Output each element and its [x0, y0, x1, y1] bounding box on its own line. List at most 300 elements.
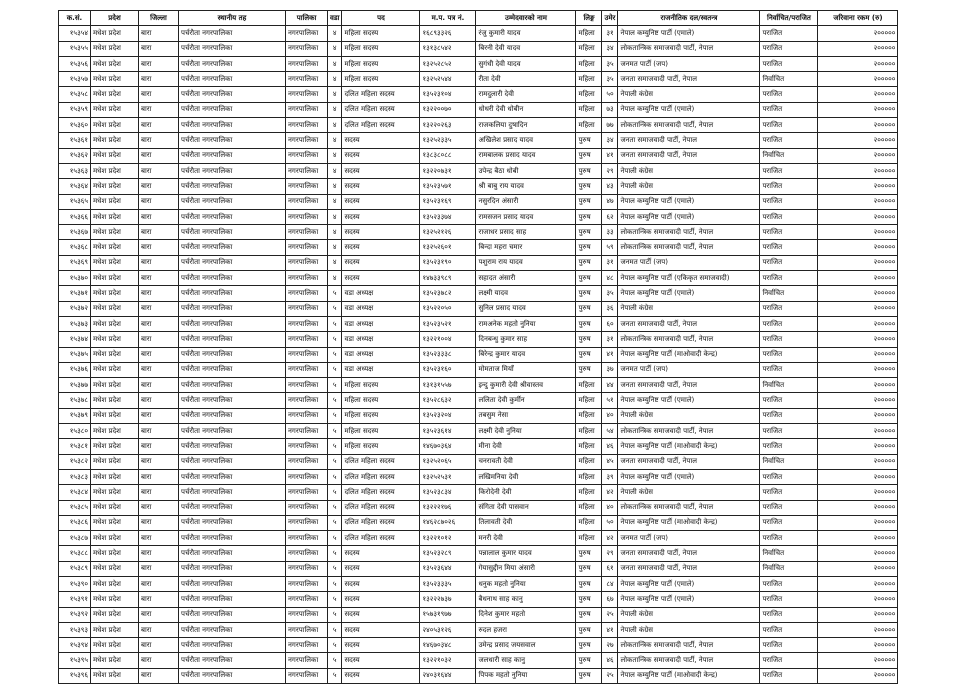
cell-ward: ५ — [328, 561, 342, 576]
cell-sn: १५३८६ — [59, 515, 91, 530]
cell-party: जनता समाजवादी पार्टी, नेपाल — [618, 546, 760, 561]
cell-local-level: पर्चरौता नगरपालिका — [179, 41, 286, 56]
cell-district: बारा — [139, 240, 179, 255]
cell-ward: ४ — [328, 72, 342, 87]
cell-sn: १५३७७ — [59, 378, 91, 393]
cell-party: जनता समाजवादी पार्टी, नेपाल — [618, 378, 760, 393]
table-row — [59, 87, 898, 102]
cell-post: सदस्य — [342, 653, 420, 668]
cell-nomination-no: १३२५२१२६ — [420, 225, 476, 240]
cell-post: दलित महिला सदस्य — [342, 469, 420, 484]
cell-nomination-no: १३२५२०६५ — [420, 454, 476, 469]
cell-post: महिला सदस्य — [342, 26, 420, 41]
cell-district: बारा — [139, 393, 179, 408]
cell-palika-type: नगरपालिका — [286, 561, 328, 576]
cell-fine-amount: २००००० — [818, 469, 898, 484]
table-row — [59, 622, 898, 637]
cell-age: ४३ — [602, 179, 618, 194]
cell-fine-amount: २००००० — [818, 531, 898, 546]
cell-post: वडा अध्यक्ष — [342, 332, 420, 347]
cell-fine-amount: २००००० — [818, 163, 898, 178]
cell-local-level: पर्चरौता नगरपालिका — [179, 87, 286, 102]
cell-province: मधेश प्रदेश — [91, 485, 139, 500]
cell-district: बारा — [139, 561, 179, 576]
cell-candidate-name: लक्ष्मी यादव — [476, 286, 576, 301]
cell-post: दलित महिला सदस्य — [342, 485, 420, 500]
cell-palika-type: नगरपालिका — [286, 638, 328, 653]
cell-province: मधेश प्रदेश — [91, 454, 139, 469]
cell-ward: ४ — [328, 271, 342, 286]
cell-age: ४६ — [602, 653, 618, 668]
cell-palika-type: नगरपालिका — [286, 102, 328, 117]
cell-ward: ४ — [328, 163, 342, 178]
candidate-table — [58, 10, 898, 684]
cell-palika-type: नगरपालिका — [286, 485, 328, 500]
cell-gender: महिला — [576, 41, 602, 56]
cell-fine-amount: २००००० — [818, 668, 898, 683]
table-row — [59, 424, 898, 439]
cell-district: बारा — [139, 592, 179, 607]
cell-candidate-name: संगिता देवी पासवान — [476, 500, 576, 515]
cell-candidate-name: गेयासुद्दीन मिया अंसारी — [476, 561, 576, 576]
cell-result: पराजित — [760, 26, 818, 41]
cell-province: मधेश प्रदेश — [91, 87, 139, 102]
cell-local-level: पर्चरौता नगरपालिका — [179, 194, 286, 209]
cell-nomination-no: १३२५२५३१ — [420, 469, 476, 484]
cell-province: मधेश प्रदेश — [91, 622, 139, 637]
cell-post: सदस्य — [342, 163, 420, 178]
cell-fine-amount: २००००० — [818, 347, 898, 362]
cell-gender: पुरुष — [576, 347, 602, 362]
table-row — [59, 133, 898, 148]
table-row — [59, 638, 898, 653]
cell-party: लोकतान्त्रिक समाजवादी पार्टी, नेपाल — [618, 653, 760, 668]
cell-nomination-no: १३२२१०३२ — [420, 653, 476, 668]
cell-district: बारा — [139, 424, 179, 439]
cell-gender: महिला — [576, 72, 602, 87]
cell-post: महिला सदस्य — [342, 408, 420, 423]
cell-nomination-no: १४६७०३६४ — [420, 439, 476, 454]
cell-palika-type: नगरपालिका — [286, 209, 328, 224]
cell-palika-type: नगरपालिका — [286, 469, 328, 484]
cell-result: पराजित — [760, 469, 818, 484]
header-gender: लिङ्ग — [576, 11, 602, 26]
cell-local-level: पर्चरौता नगरपालिका — [179, 179, 286, 194]
cell-sn: १५३८२ — [59, 454, 91, 469]
cell-sn: १५३८३ — [59, 469, 91, 484]
cell-district: बारा — [139, 668, 179, 683]
cell-post: महिला सदस्य — [342, 424, 420, 439]
cell-district: बारा — [139, 271, 179, 286]
cell-nomination-no: १६८९३३२६ — [420, 26, 476, 41]
table-row — [59, 607, 898, 622]
cell-result: पराजित — [760, 424, 818, 439]
cell-district: बारा — [139, 316, 179, 331]
cell-local-level: पर्चरौता नगरपालिका — [179, 500, 286, 515]
table-row — [59, 316, 898, 331]
cell-nomination-no: १३२२००७० — [420, 102, 476, 117]
table-row — [59, 378, 898, 393]
cell-result: पराजित — [760, 332, 818, 347]
cell-age: ४२ — [602, 485, 618, 500]
cell-province: मधेश प्रदेश — [91, 301, 139, 316]
cell-post: वडा अध्यक्ष — [342, 316, 420, 331]
cell-district: बारा — [139, 41, 179, 56]
cell-candidate-name: सुनिल प्रसाद यादव — [476, 301, 576, 316]
cell-post: दलित महिला सदस्य — [342, 515, 420, 530]
cell-age: २७ — [602, 638, 618, 653]
cell-local-level: पर्चरौता नगरपालिका — [179, 225, 286, 240]
cell-result: निर्वाचित — [760, 378, 818, 393]
cell-palika-type: नगरपालिका — [286, 179, 328, 194]
cell-ward: ४ — [328, 26, 342, 41]
cell-palika-type: नगरपालिका — [286, 668, 328, 683]
cell-result: पराजित — [760, 393, 818, 408]
table-row — [59, 26, 898, 41]
cell-sn: १५३९५ — [59, 653, 91, 668]
cell-district: बारा — [139, 622, 179, 637]
cell-local-level: पर्चरौता नगरपालिका — [179, 638, 286, 653]
cell-province: मधेश प्रदेश — [91, 163, 139, 178]
cell-fine-amount: २००००० — [818, 378, 898, 393]
cell-local-level: पर्चरौता नगरपालिका — [179, 133, 286, 148]
cell-party: नेपाल कम्युनिष्ट पार्टी (एकिकृत समाजवादी) — [618, 271, 760, 286]
cell-post: दलित महिला सदस्य — [342, 454, 420, 469]
cell-gender: पुरुष — [576, 362, 602, 377]
cell-post: सदस्य — [342, 592, 420, 607]
cell-gender: पुरुष — [576, 576, 602, 591]
cell-candidate-name: धनुक महतो नुनिया — [476, 576, 576, 591]
cell-party: नेपाल कम्युनिष्ट पार्टी (एमाले) — [618, 194, 760, 209]
cell-palika-type: नगरपालिका — [286, 133, 328, 148]
cell-result: पराजित — [760, 163, 818, 178]
cell-age: ५० — [602, 87, 618, 102]
cell-result: पराजित — [760, 194, 818, 209]
cell-ward: ५ — [328, 622, 342, 637]
cell-gender: पुरुष — [576, 194, 602, 209]
cell-party: जनमत पार्टी (जप) — [618, 56, 760, 71]
cell-sn: १५३६१ — [59, 133, 91, 148]
cell-party: नेपाली कंग्रेस — [618, 163, 760, 178]
cell-local-level: पर्चरौता नगरपालिका — [179, 301, 286, 316]
cell-candidate-name: मनरी देवी — [476, 531, 576, 546]
cell-province: मधेश प्रदेश — [91, 546, 139, 561]
cell-result: पराजित — [760, 576, 818, 591]
cell-fine-amount: २००००० — [818, 607, 898, 622]
cell-fine-amount: २००००० — [818, 240, 898, 255]
cell-sn: १५३९२ — [59, 607, 91, 622]
cell-gender: पुरुष — [576, 653, 602, 668]
cell-nomination-no: १३२२०२६३ — [420, 118, 476, 133]
cell-result: निर्वाचित — [760, 454, 818, 469]
cell-party: नेपाली कंग्रेस — [618, 179, 760, 194]
cell-gender: महिला — [576, 408, 602, 423]
table-row — [59, 531, 898, 546]
cell-sn: १५३५५ — [59, 41, 91, 56]
cell-sn: १५३६३ — [59, 163, 91, 178]
cell-post: सदस्य — [342, 576, 420, 591]
cell-age: २९ — [602, 163, 618, 178]
cell-gender: महिला — [576, 439, 602, 454]
cell-palika-type: नगरपालिका — [286, 26, 328, 41]
cell-post: सदस्य — [342, 255, 420, 270]
cell-gender: महिला — [576, 56, 602, 71]
cell-sn: १५३८० — [59, 424, 91, 439]
cell-age: ६१ — [602, 561, 618, 576]
cell-fine-amount: २००००० — [818, 439, 898, 454]
cell-province: मधेश प्रदेश — [91, 362, 139, 377]
cell-age: ३४ — [602, 41, 618, 56]
table-row — [59, 561, 898, 576]
cell-candidate-name: बिरनी देवी यादव — [476, 41, 576, 56]
cell-nomination-no: १३२५२६०१ — [420, 240, 476, 255]
table-row — [59, 255, 898, 270]
cell-gender: महिला — [576, 393, 602, 408]
cell-district: बारा — [139, 638, 179, 653]
cell-gender: पुरुष — [576, 148, 602, 163]
cell-result: पराजित — [760, 439, 818, 454]
cell-candidate-name: इन्दु कुमारी देवी श्रीवास्तव — [476, 378, 576, 393]
cell-party: नेपाल कम्युनिष्ट पार्टी (एमाले) — [618, 209, 760, 224]
cell-gender: पुरुष — [576, 546, 602, 561]
cell-result: पराजित — [760, 515, 818, 530]
cell-candidate-name: रंजु कुमारी यादव — [476, 26, 576, 41]
cell-gender: पुरुष — [576, 301, 602, 316]
cell-district: बारा — [139, 102, 179, 117]
cell-nomination-no: १३२५२८५२ — [420, 56, 476, 71]
cell-age: ३७ — [602, 362, 618, 377]
cell-gender: महिला — [576, 485, 602, 500]
table-row — [59, 576, 898, 591]
table-row — [59, 485, 898, 500]
cell-district: बारा — [139, 469, 179, 484]
cell-palika-type: नगरपालिका — [286, 194, 328, 209]
cell-candidate-name: रामसजन प्रसाद यादव — [476, 209, 576, 224]
cell-province: मधेश प्रदेश — [91, 72, 139, 87]
cell-gender: महिला — [576, 378, 602, 393]
cell-ward: ४ — [328, 255, 342, 270]
cell-fine-amount: २००००० — [818, 87, 898, 102]
cell-province: मधेश प्रदेश — [91, 347, 139, 362]
cell-nomination-no: १३५२३३३५ — [420, 576, 476, 591]
cell-age: ५४ — [602, 424, 618, 439]
cell-ward: ५ — [328, 531, 342, 546]
cell-local-level: पर्चरौता नगरपालिका — [179, 347, 286, 362]
cell-post: वडा अध्यक्ष — [342, 347, 420, 362]
cell-gender: महिला — [576, 118, 602, 133]
cell-palika-type: नगरपालिका — [286, 393, 328, 408]
cell-district: बारा — [139, 531, 179, 546]
cell-sn: १५३९० — [59, 576, 91, 591]
cell-palika-type: नगरपालिका — [286, 225, 328, 240]
cell-candidate-name: श्री बाबु राय यादव — [476, 179, 576, 194]
cell-age: ४१ — [602, 347, 618, 362]
cell-party: नेपाल कम्युनिष्ट पार्टी (एमाले) — [618, 592, 760, 607]
cell-district: बारा — [139, 546, 179, 561]
cell-palika-type: नगरपालिका — [286, 576, 328, 591]
cell-ward: ४ — [328, 56, 342, 71]
cell-local-level: पर्चरौता नगरपालिका — [179, 531, 286, 546]
header-result: निर्वाचित/पराजित — [760, 11, 818, 26]
cell-local-level: पर्चरौता नगरपालिका — [179, 653, 286, 668]
cell-palika-type: नगरपालिका — [286, 424, 328, 439]
cell-party: जनता समाजवादी पार्टी, नेपाल — [618, 72, 760, 87]
cell-ward: ४ — [328, 148, 342, 163]
cell-result: पराजित — [760, 225, 818, 240]
cell-candidate-name: पन्नालाल कुमार यादव — [476, 546, 576, 561]
header-party: राजनीतिक दल/स्वतन्त्र — [618, 11, 760, 26]
cell-province: मधेश प्रदेश — [91, 133, 139, 148]
cell-ward: ४ — [328, 194, 342, 209]
cell-sn: १५३९६ — [59, 668, 91, 683]
cell-district: बारा — [139, 454, 179, 469]
cell-ward: ५ — [328, 546, 342, 561]
cell-nomination-no: १३२५२३३५ — [420, 133, 476, 148]
cell-candidate-name: तिलावती देवी — [476, 515, 576, 530]
header-ward: वडा — [328, 11, 342, 26]
cell-party: नेपाली कंग्रेस — [618, 301, 760, 316]
cell-result: पराजित — [760, 102, 818, 117]
cell-post: दलित महिला सदस्य — [342, 87, 420, 102]
header-province: प्रदेश — [91, 11, 139, 26]
cell-candidate-name: राजकलिया दुषादिन — [476, 118, 576, 133]
cell-age: ५९ — [602, 240, 618, 255]
cell-fine-amount: २००००० — [818, 301, 898, 316]
cell-age: ३५ — [602, 72, 618, 87]
cell-nomination-no: १४६२८७०२६ — [420, 515, 476, 530]
cell-party: नेपाल कम्युनिष्ट पार्टी (एमाले) — [618, 469, 760, 484]
cell-palika-type: नगरपालिका — [286, 531, 328, 546]
cell-party: लोकतान्त्रिक समाजवादी पार्टी, नेपाल — [618, 118, 760, 133]
cell-nomination-no: १४६७०३४८ — [420, 638, 476, 653]
cell-sn: १५३७९ — [59, 408, 91, 423]
cell-palika-type: नगरपालिका — [286, 607, 328, 622]
cell-sn: १५३७५ — [59, 347, 91, 362]
cell-fine-amount: २००००० — [818, 179, 898, 194]
cell-province: मधेश प्रदेश — [91, 332, 139, 347]
cell-district: बारा — [139, 408, 179, 423]
cell-ward: ४ — [328, 118, 342, 133]
cell-result: निर्वाचित — [760, 546, 818, 561]
cell-fine-amount: २००००० — [818, 209, 898, 224]
cell-local-level: पर्चरौता नगरपालिका — [179, 332, 286, 347]
cell-province: मधेश प्रदेश — [91, 668, 139, 683]
cell-candidate-name: बिन्दा महरा चमार — [476, 240, 576, 255]
cell-sn: १५३६२ — [59, 148, 91, 163]
cell-ward: ५ — [328, 592, 342, 607]
cell-party: जनमत पार्टी (जप) — [618, 362, 760, 377]
cell-fine-amount: २००००० — [818, 148, 898, 163]
cell-nomination-no: १३५२३७८२ — [420, 286, 476, 301]
cell-nomination-no: १३५२३६४४ — [420, 561, 476, 576]
cell-palika-type: नगरपालिका — [286, 592, 328, 607]
cell-palika-type: नगरपालिका — [286, 332, 328, 347]
cell-party: नेपाल कम्युनिष्ट पार्टी (एमाले) — [618, 26, 760, 41]
cell-province: मधेश प्रदेश — [91, 194, 139, 209]
cell-result: पराजित — [760, 531, 818, 546]
cell-age: ५१ — [602, 393, 618, 408]
cell-candidate-name: उपेन्द्र बैठा धोबी — [476, 163, 576, 178]
cell-post: सदस्य — [342, 668, 420, 683]
cell-post: सदस्य — [342, 607, 420, 622]
cell-nomination-no: १३२५२५४४ — [420, 72, 476, 87]
cell-gender: पुरुष — [576, 271, 602, 286]
cell-ward: ५ — [328, 286, 342, 301]
cell-nomination-no: १३५२३५२१ — [420, 316, 476, 331]
cell-local-level: पर्चरौता नगरपालिका — [179, 469, 286, 484]
cell-sn: १५३७३ — [59, 316, 91, 331]
cell-party: नेपाल कम्युनिष्ट पार्टी (माओवादी केन्द्र) — [618, 439, 760, 454]
cell-result: पराजित — [760, 118, 818, 133]
table-body — [59, 26, 898, 684]
cell-candidate-name: लखिमनिया देवी — [476, 469, 576, 484]
cell-palika-type: नगरपालिका — [286, 408, 328, 423]
cell-nomination-no: १३२२२७३७ — [420, 592, 476, 607]
cell-gender: महिला — [576, 469, 602, 484]
cell-sn: १५३६९ — [59, 255, 91, 270]
cell-ward: ४ — [328, 102, 342, 117]
cell-sn: १५३८७ — [59, 531, 91, 546]
cell-age: २५ — [602, 668, 618, 683]
cell-candidate-name: चनरावती देवी — [476, 454, 576, 469]
cell-local-level: पर्चरौता नगरपालिका — [179, 271, 286, 286]
table-row — [59, 163, 898, 178]
cell-ward: ४ — [328, 209, 342, 224]
cell-local-level: पर्चरौता नगरपालिका — [179, 546, 286, 561]
cell-age: ४६ — [602, 439, 618, 454]
cell-candidate-name: नसुरदिन अंसारी — [476, 194, 576, 209]
cell-result: पराजित — [760, 255, 818, 270]
cell-gender: महिला — [576, 102, 602, 117]
cell-fine-amount: २००००० — [818, 56, 898, 71]
cell-age: ४० — [602, 408, 618, 423]
cell-sn: १५३७४ — [59, 332, 91, 347]
cell-candidate-name: रीता देवी — [476, 72, 576, 87]
cell-age: ३९ — [602, 469, 618, 484]
cell-province: मधेश प्रदेश — [91, 607, 139, 622]
cell-palika-type: नगरपालिका — [286, 72, 328, 87]
cell-district: बारा — [139, 163, 179, 178]
header-candidate-name: उम्मेदवारको नाम — [476, 11, 576, 26]
cell-party: नेपाली कंग्रेस — [618, 485, 760, 500]
cell-result: निर्वाचित — [760, 561, 818, 576]
cell-palika-type: नगरपालिका — [286, 148, 328, 163]
cell-gender: महिला — [576, 26, 602, 41]
cell-sn: १५३५७ — [59, 72, 91, 87]
table-row — [59, 653, 898, 668]
cell-province: मधेश प्रदेश — [91, 255, 139, 270]
table-header-row — [59, 11, 898, 26]
cell-district: बारा — [139, 118, 179, 133]
cell-result: पराजित — [760, 638, 818, 653]
cell-post: महिला सदस्य — [342, 72, 420, 87]
cell-party: नेपाली कंग्रेस — [618, 87, 760, 102]
cell-nomination-no: १३५२३२८९ — [420, 546, 476, 561]
cell-result: पराजित — [760, 485, 818, 500]
table-row — [59, 469, 898, 484]
cell-age: ३१ — [602, 332, 618, 347]
cell-ward: ५ — [328, 454, 342, 469]
cell-gender: पुरुष — [576, 209, 602, 224]
cell-local-level: पर्चरौता नगरपालिका — [179, 26, 286, 41]
cell-gender: महिला — [576, 454, 602, 469]
table-row — [59, 72, 898, 87]
cell-sn: १५३८५ — [59, 500, 91, 515]
cell-gender: महिला — [576, 424, 602, 439]
cell-local-level: पर्चरौता नगरपालिका — [179, 362, 286, 377]
cell-province: मधेश प्रदेश — [91, 102, 139, 117]
cell-party: नेपाल कम्युनिष्ट पार्टी (माओवादी केन्द्र) — [618, 347, 760, 362]
